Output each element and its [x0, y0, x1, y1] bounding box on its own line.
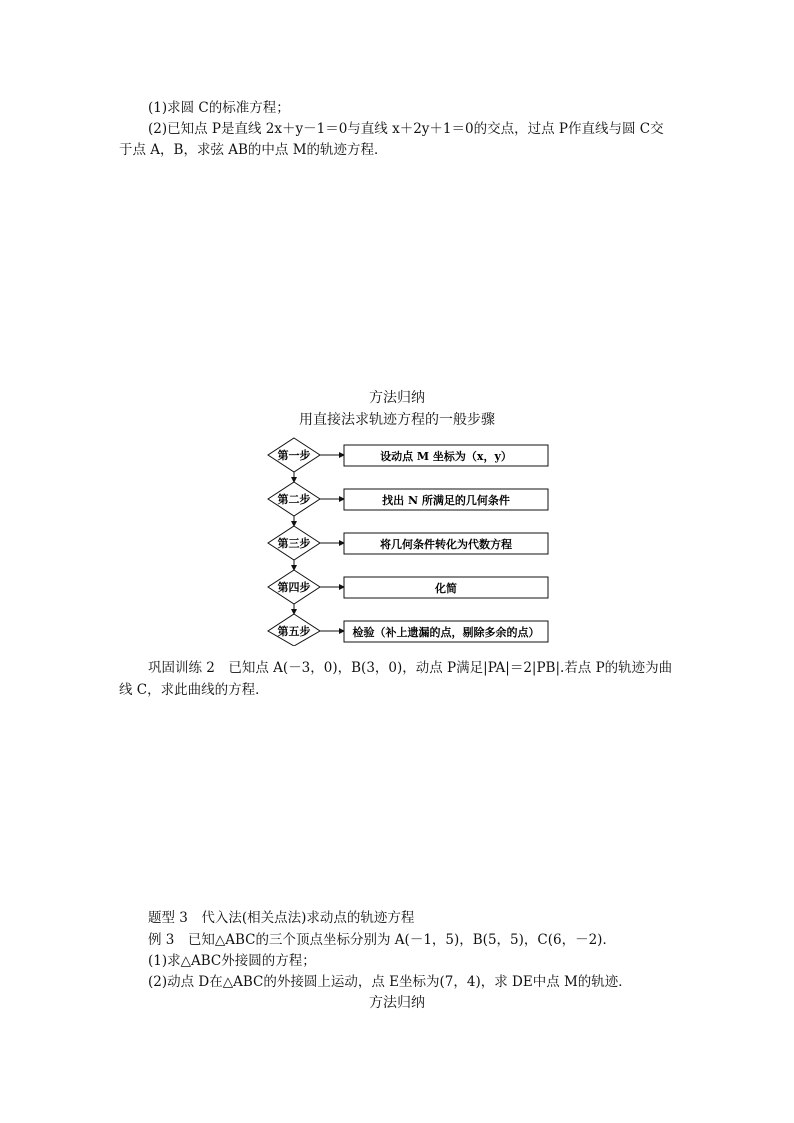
flow-step-4	[268, 570, 548, 604]
step-5-text: 检验（补上遗漏的点，剔除多余的点）	[352, 626, 540, 639]
flow-step-1	[268, 438, 548, 472]
step-3-label: 第三步	[277, 537, 311, 550]
exercise-2-line-2: 线 C，求此曲线的方程．	[119, 682, 269, 698]
step-3-text: 将几何条件转化为代数方程	[380, 538, 512, 551]
flow-step-2	[268, 482, 548, 516]
step-4-text: 化简	[435, 582, 457, 595]
question-2-line-2: 于点 A，B，求弦 AB的中点 M的轨迹方程．	[119, 142, 388, 158]
method-title: 方法归纳	[369, 390, 425, 406]
flow-step-3	[268, 526, 548, 560]
question-1: (1)求圆 C的标准方程；	[148, 100, 290, 116]
step-1-label: 第一步	[277, 449, 311, 462]
example-3-statement: 例 3 已知△ABC的三个顶点坐标分别为 A(－1，5)，B(5，5)，C(6，－2)．	[148, 932, 616, 948]
step-5-label: 第五步	[277, 625, 311, 638]
step-2-text: 找出 N 所满足的几何条件	[382, 494, 510, 507]
example-3-question-2: (2)动点 D在△ABC的外接圆上运动，点 E坐标为(7，4)，求 DE中点 M的轨迹．	[148, 974, 632, 990]
example-3-question-1: (1)求△ABC外接圆的方程；	[148, 953, 316, 969]
method-subtitle: 用直接法求轨迹方程的一般步骤	[299, 412, 495, 428]
type-3-heading: 题型 3 代入法(相关点法)求动点的轨迹方程	[148, 910, 415, 926]
flow-step-5	[268, 614, 548, 646]
step-2-label: 第二步	[277, 493, 311, 506]
step-4-label: 第四步	[277, 581, 311, 594]
step-1-text: 设动点 M 坐标为（x，y）	[380, 450, 512, 463]
exercise-2-line-1: 巩固训练 2 已知点 A(－3，0)，B(3，0)，动点 P满足|PA|＝2|PB|.若点 P的轨迹为曲	[148, 660, 673, 676]
method-title-2: 方法归纳	[369, 995, 425, 1011]
question-2-line-1: (2)已知点 P是直线 2x＋y－1＝0与直线 x＋2y＋1＝0的交点，过点 P作直线与圆 C交	[148, 121, 664, 137]
flowchart-diagram	[264, 436, 554, 646]
